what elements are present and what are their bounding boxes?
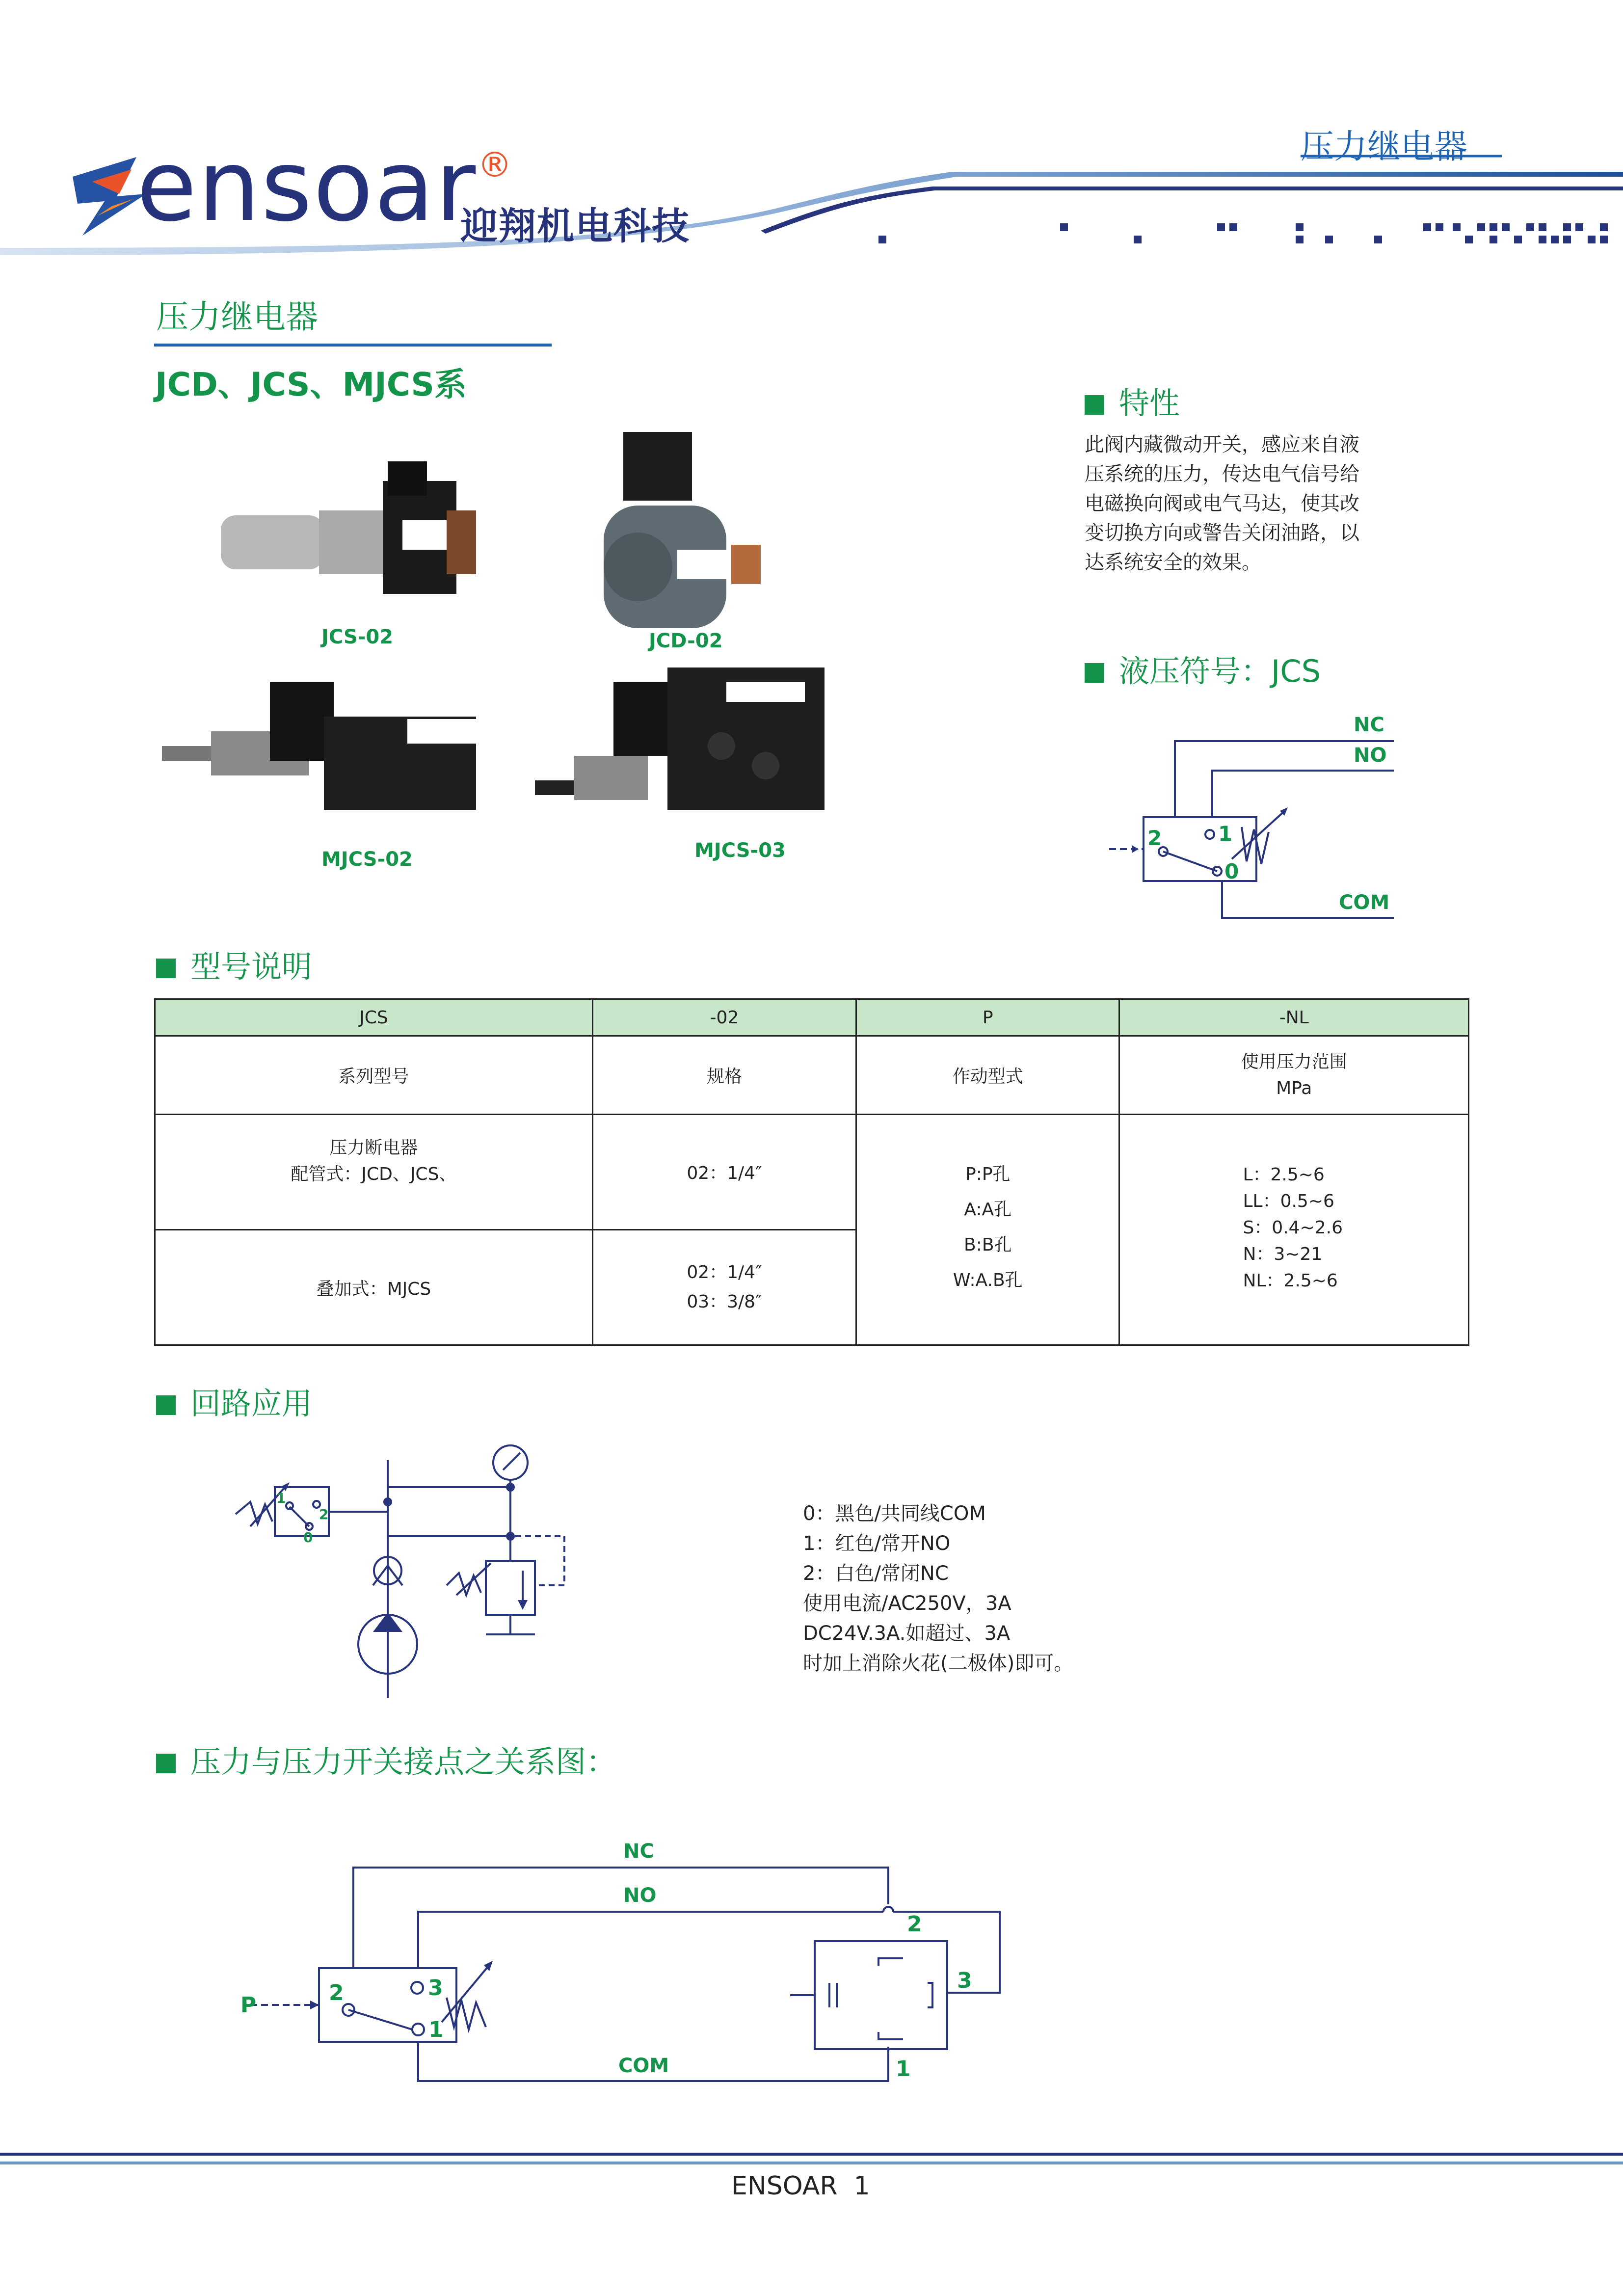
legend-line: 2：白色/常闭NC	[803, 1562, 949, 1585]
legend-line: 1：红色/常开NO	[803, 1532, 951, 1555]
range-item: NL：2.5~6	[1243, 1271, 1338, 1291]
footer-rule	[0, 2153, 1623, 2156]
relation-right-3: 3	[957, 1968, 972, 1993]
symbol-heading-text: 液压符号：JCS	[1119, 653, 1321, 689]
range-item: LL：0.5~6	[1243, 1191, 1334, 1211]
wire-legend	[803, 1499, 1073, 1679]
row1-spec: 02：1/4″	[592, 1115, 856, 1230]
relation-right-2: 2	[907, 1912, 922, 1937]
relation-left-3: 3	[428, 1976, 443, 2001]
symbol-no-label: NO	[1354, 744, 1387, 767]
legend-line: 时加上消除火花(二极体)即可。	[803, 1652, 1074, 1675]
relation-heading-text: 压力与压力开关接点之关系图：	[190, 1744, 617, 1780]
product-label-jcs-02: JCS-02	[321, 626, 394, 648]
symbol-port-2: 2	[1147, 826, 1162, 850]
features-heading	[1085, 379, 1180, 423]
features-line: 电磁换向阀或电气马达，使其改	[1085, 492, 1359, 515]
row2-series: 叠加式：MJCS	[155, 1230, 593, 1345]
bullet-square-icon	[1085, 395, 1104, 415]
hydraulic-symbol-diagram	[1099, 702, 1423, 928]
action-item: W:A.B孔	[953, 1270, 1023, 1290]
bullet-square-icon	[156, 1395, 176, 1415]
features-line: 达系统安全的效果。	[1085, 551, 1261, 574]
bullet-square-icon	[1085, 663, 1104, 683]
category-title: 压力继电器	[156, 298, 318, 336]
range-item: S：0.4~2.6	[1243, 1218, 1343, 1238]
model-code-spec: -02	[592, 999, 856, 1036]
action-item: A:A孔	[964, 1200, 1012, 1220]
footer-text: ENSOAR 1	[731, 2171, 870, 2201]
pressure-ranges	[1119, 1115, 1469, 1345]
circuit-diagram	[231, 1438, 604, 1703]
model-table	[154, 998, 1469, 1346]
row1-series-line: 压力断电器	[329, 1138, 418, 1158]
relation-right-1: 1	[896, 2056, 911, 2082]
product-illustrations	[157, 432, 893, 874]
mjcs-02-image	[162, 682, 476, 810]
circuit-heading	[156, 1379, 312, 1423]
bullet-square-icon	[156, 1754, 176, 1773]
desc-spec: 规格	[592, 1036, 856, 1115]
symbol-nc-label: NC	[1354, 714, 1384, 736]
page-category: 压力继电器	[1301, 128, 1468, 166]
relation-heading	[156, 1737, 616, 1781]
company-name: 迎翔机电科技	[460, 204, 690, 248]
relation-diagram	[236, 1836, 1040, 2101]
relation-left-1: 1	[428, 2017, 444, 2042]
relation-no-label: NO	[623, 1884, 657, 1907]
action-item: B:B孔	[964, 1235, 1012, 1255]
relation-com-label: COM	[618, 2055, 669, 2077]
logo-wordmark: ensoar	[136, 129, 477, 243]
range-item: N：3~21	[1243, 1244, 1323, 1264]
features-line: 压系统的压力，传达电气信号给	[1085, 463, 1359, 485]
row2-spec-line: 03：3/8″	[687, 1292, 762, 1312]
bullet-square-icon	[156, 959, 176, 978]
circuit-heading-text: 回路应用	[190, 1386, 313, 1421]
footer-rule-light	[0, 2162, 1623, 2164]
symbol-port-1: 1	[1218, 822, 1233, 846]
jcs-02-image	[221, 461, 476, 594]
relation-p-label: P	[240, 1993, 257, 2018]
mjcs-03-image	[535, 667, 825, 810]
features-line: 变切换方向或警告关闭油路，以	[1085, 522, 1359, 544]
row2-spec	[592, 1230, 856, 1345]
action-types	[856, 1115, 1119, 1345]
features-heading-text: 特性	[1119, 385, 1180, 421]
model-heading-text: 型号说明	[190, 949, 313, 985]
product-label-jcd-02: JCD-02	[649, 630, 723, 652]
features-line: 此阀内藏微动开关，感应来自液	[1085, 433, 1359, 456]
circuit-switch-1: 1	[276, 1490, 286, 1506]
row2-spec-line: 02：1/4″	[687, 1262, 762, 1282]
symbol-port-0: 0	[1224, 859, 1239, 883]
symbol-heading	[1085, 647, 1321, 691]
legend-line: 使用电流/AC250V，3A	[803, 1592, 1011, 1615]
row1-series-line: 配管式：JCD、JCS、	[291, 1164, 457, 1184]
desc-series: 系列型号	[155, 1036, 593, 1115]
model-code-action: P	[856, 999, 1119, 1036]
model-heading	[156, 942, 312, 986]
desc-range	[1119, 1036, 1469, 1115]
action-item: P:P孔	[965, 1164, 1011, 1184]
relation-nc-label: NC	[623, 1840, 654, 1863]
circuit-switch-2: 2	[319, 1506, 329, 1522]
range-item: L：2.5~6	[1243, 1165, 1325, 1185]
legend-line: DC24V.3A.如超过、3A	[803, 1622, 1011, 1645]
model-code-range: -NL	[1119, 999, 1469, 1036]
product-label-mjcs-03: MJCS-03	[694, 839, 786, 862]
legend-line: 0：黑色/共同线COM	[803, 1502, 986, 1525]
circuit-switch-0: 0	[303, 1529, 313, 1546]
row1-series	[155, 1115, 593, 1230]
jcd-02-image	[604, 432, 761, 628]
model-code-series: JCS	[155, 999, 593, 1036]
logo-registered: ®	[478, 145, 512, 185]
symbol-com-label: COM	[1339, 891, 1390, 914]
desc-range-unit: MPa	[1276, 1078, 1312, 1098]
logo	[63, 129, 750, 248]
product-label-mjcs-02: MJCS-02	[321, 848, 413, 871]
relation-left-2: 2	[329, 1980, 344, 2005]
series-title: JCD、JCS、MJCS系	[155, 366, 467, 403]
title-underline	[154, 344, 552, 347]
features-text	[1085, 430, 1458, 577]
desc-action: 作动型式	[856, 1036, 1119, 1115]
desc-range-label: 使用压力范围	[1241, 1051, 1347, 1072]
